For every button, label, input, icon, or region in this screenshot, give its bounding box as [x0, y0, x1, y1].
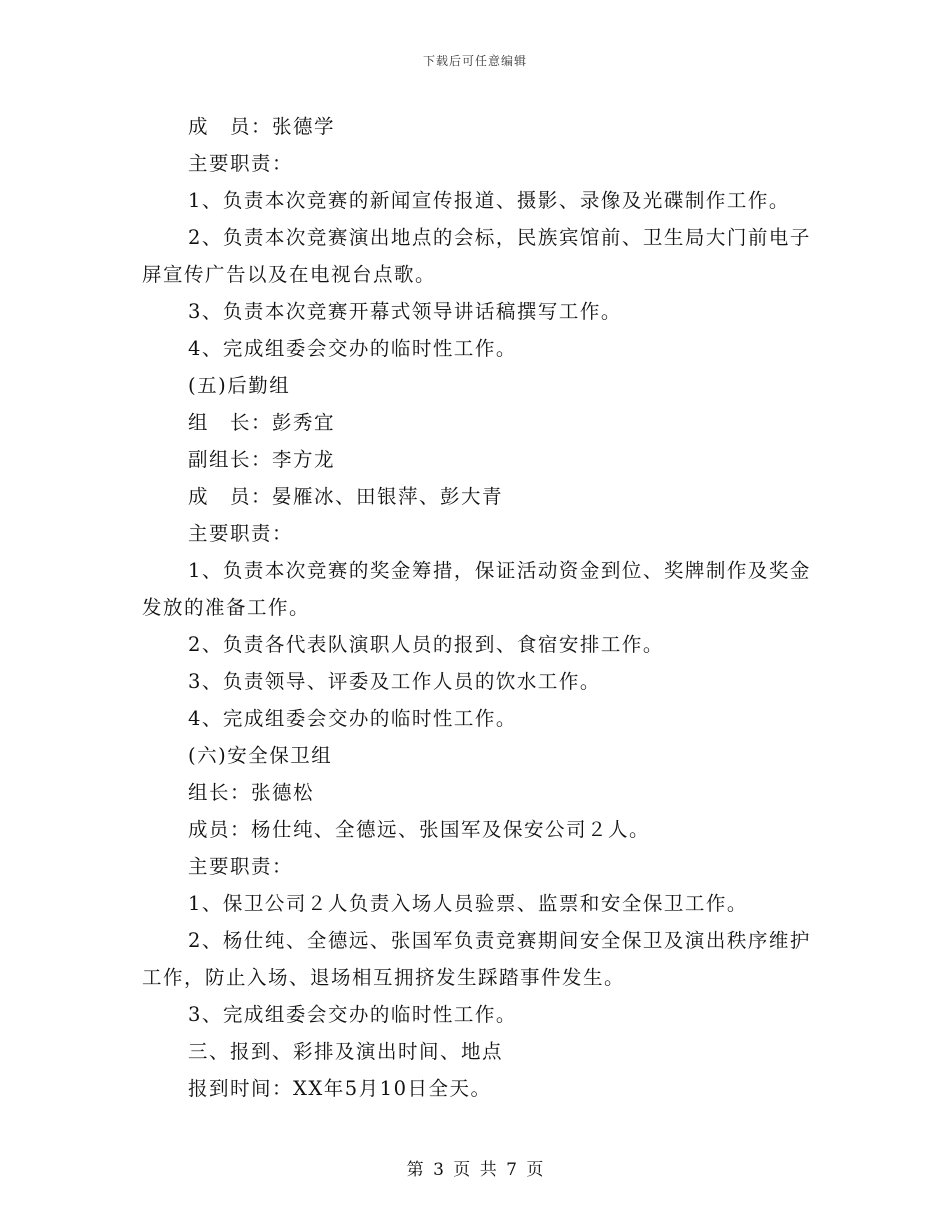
section-heading: (六)安全保卫组	[188, 744, 333, 767]
paragraph: 成 员：张德学	[188, 115, 336, 138]
page-header: 下载后可任意编辑	[422, 54, 527, 68]
section-heading: (五)后勤组	[188, 374, 291, 397]
paragraph: 2、负责各代表队演职人员的报到、食宿安排工作。	[188, 633, 664, 656]
paragraph: 1、负责本次竞赛的奖金筹措，保证活动资金到位、奖牌制作及奖金发放的准备工作。	[142, 559, 811, 619]
paragraph: 组 长：彭秀宜	[188, 411, 336, 434]
paragraph: 3、完成组委会交办的临时性工作。	[188, 1003, 517, 1026]
paragraph: 成员：杨仕纯、全德远、张国军及保安公司２人。	[188, 818, 651, 841]
paragraph: 2、杨仕纯、全德远、张国军负责竞赛期间安全保卫及演出秩序维护工作，防止入场、退场相互拥挤发生踩踏事件发生。	[142, 929, 811, 989]
paragraph: 主要职责：	[188, 522, 294, 545]
section-heading: 三、报到、彩排及演出时间、地点	[188, 1040, 504, 1063]
paragraph: 主要职责：	[188, 855, 294, 878]
paragraph: 组长：张德松	[188, 781, 315, 804]
paragraph: 报到时间：XX年5月10日全天。	[188, 1077, 492, 1100]
paragraph: 4、完成组委会交办的临时性工作。	[188, 707, 517, 730]
paragraph: 3、负责领导、评委及工作人员的饮水工作。	[188, 670, 601, 693]
paragraph: 1、保卫公司２人负责入场人员验票、监票和安全保卫工作。	[188, 892, 748, 915]
paragraph: 副组长：李方龙	[188, 448, 336, 471]
page-footer: 第 3 页 共 7 页	[406, 1160, 544, 1180]
paragraph: 4、完成组委会交办的临时性工作。	[188, 337, 517, 360]
paragraph: 成 员：晏雁冰、田银萍、彭大青	[188, 485, 504, 508]
paragraph: 2、负责本次竞赛演出地点的会标，民族宾馆前、卫生局大门前电子屏宣传广告以及在电视台点歌。	[142, 226, 811, 286]
document-body	[142, 108, 812, 1107]
paragraph: 1、负责本次竞赛的新闻宣传报道、摄影、录像及光碟制作工作。	[188, 189, 790, 212]
paragraph: 3、负责本次竞赛开幕式领导讲话稿撰写工作。	[188, 300, 622, 323]
paragraph: 主要职责：	[188, 152, 294, 175]
